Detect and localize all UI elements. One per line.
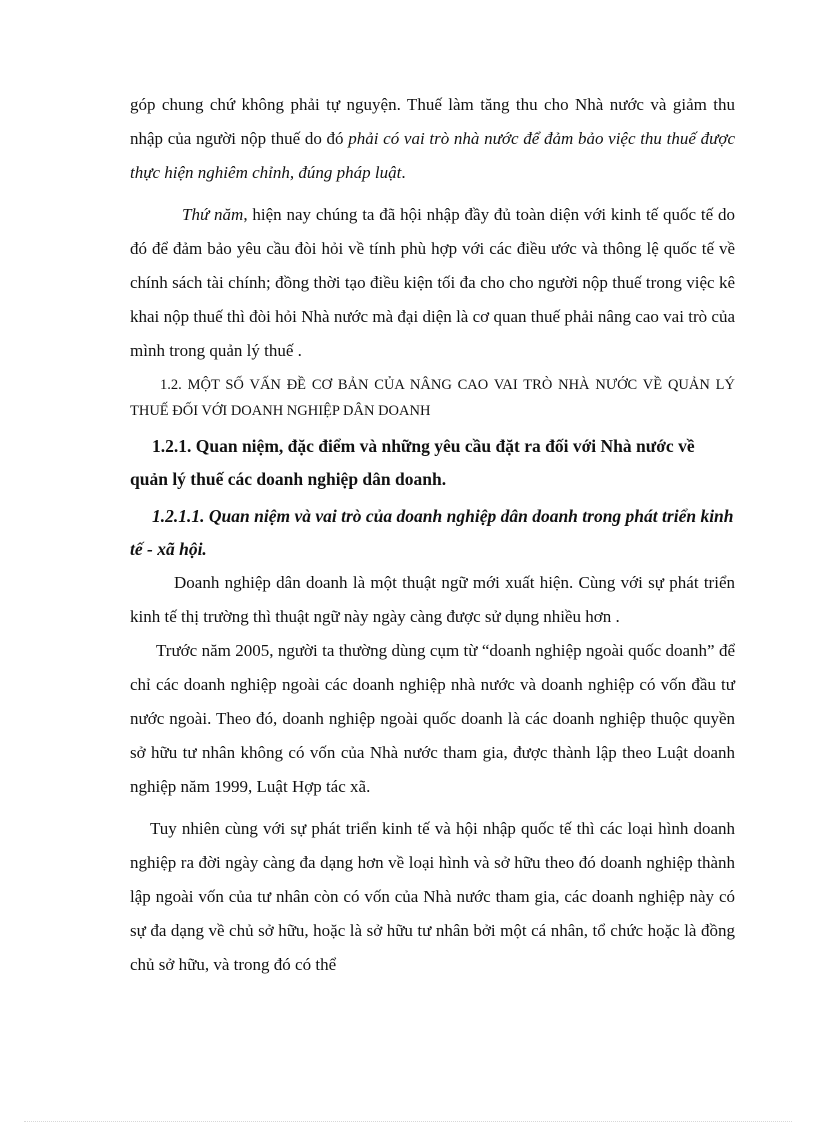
- page-bottom-rule: [24, 1121, 792, 1122]
- paragraph-1: [130, 88, 735, 190]
- section-heading-1-2-1: 1.2.1. Quan niệm, đặc điểm và những yêu cầu đặt ra đối với Nhà nước về quản lý thuế các doanh nghiệp dân doanh.: [130, 436, 695, 489]
- paragraph-2-text: , hiện nay chúng ta đã hội nhập đầy đủ toàn diện với kinh tế quốc tế do đó để đảm bảo yêu cầu đòi hỏi về tính phù hợp với các điều ước và thông lệ quốc tế về chính sách tài chính; đồng thời tạo điều kiện tối đa cho cho người nộp thuế trong việc kê khai nộp thuế thì đòi hỏi Nhà nước mà đại diện là cơ quan thuế phải nâng cao vai trò của mình trong quản lý thuế .: [130, 205, 735, 360]
- paragraph-5: Tuy nhiên cùng với sự phát triển kinh tế và hội nhập quốc tế thì các loại hình doanh nghiệp ra đời ngày càng đa dạng hơn về loại hình và sở hữu theo đó doanh nghiệp thành lập ngoài vốn của tư nhân còn có vốn của Nhà nước tham gia, các doanh nghiệp này có sự đa dạng về chủ sở hữu, hoặc là sở hữu tư nhân bởi một cá nhân, tổ chức hoặc là đồng chủ sở hữu, và trong đó có thể: [130, 819, 735, 974]
- paragraph-2: [130, 198, 735, 368]
- paragraph-4: Trước năm 2005, người ta thường dùng cụm từ “doanh nghiệp ngoài quốc doanh” để chỉ các doanh nghiệp ngoài các doanh nghiệp nhà nước và doanh nghiệp có vốn đầu tư nước ngoài. Theo đó, doanh nghiệp ngoài quốc doanh là các doanh nghiệp thuộc quyền sở hữu tư nhân không có vốn của Nhà nước tham gia, được thành lập theo Luật doanh nghiệp năm 1999, Luật Hợp tác xã.: [130, 641, 735, 796]
- section-heading-1-2: 1.2. MỘT SỐ VẤN ĐỀ CƠ BẢN CỦA NÂNG CAO VAI TRÒ NHÀ NƯỚC VỀ QUẢN LÝ THUẾ ĐỐI VỚI DOANH NGHIỆP DÂN DOANH: [130, 377, 735, 419]
- paragraph-1-italic: phải có vai trò nhà nước để đảm bảo việc thu thuế được thực hiện nghiêm chỉnh, đúng pháp luật: [130, 129, 735, 182]
- paragraph-3: Doanh nghiệp dân doanh là một thuật ngữ mới xuất hiện. Cùng với sự phát triển kinh tế thị trường thì thuật ngữ này ngày càng được sử dụng nhiều hơn .: [130, 573, 735, 626]
- paragraph-2-lead: Thứ năm: [182, 205, 244, 224]
- section-heading-1-2-1-1: 1.2.1.1. Quan niệm và vai trò của doanh nghiệp dân doanh trong phát triển kinh tế - xã hội.: [130, 506, 734, 559]
- paragraph-1-text: góp chung chứ không phải tự nguyện. Thuế làm tăng thu cho Nhà nước và giảm thu nhập của người nộp thuế do đó: [130, 95, 735, 148]
- paragraph-1-end: .: [401, 163, 406, 182]
- document-page: [130, 88, 735, 982]
